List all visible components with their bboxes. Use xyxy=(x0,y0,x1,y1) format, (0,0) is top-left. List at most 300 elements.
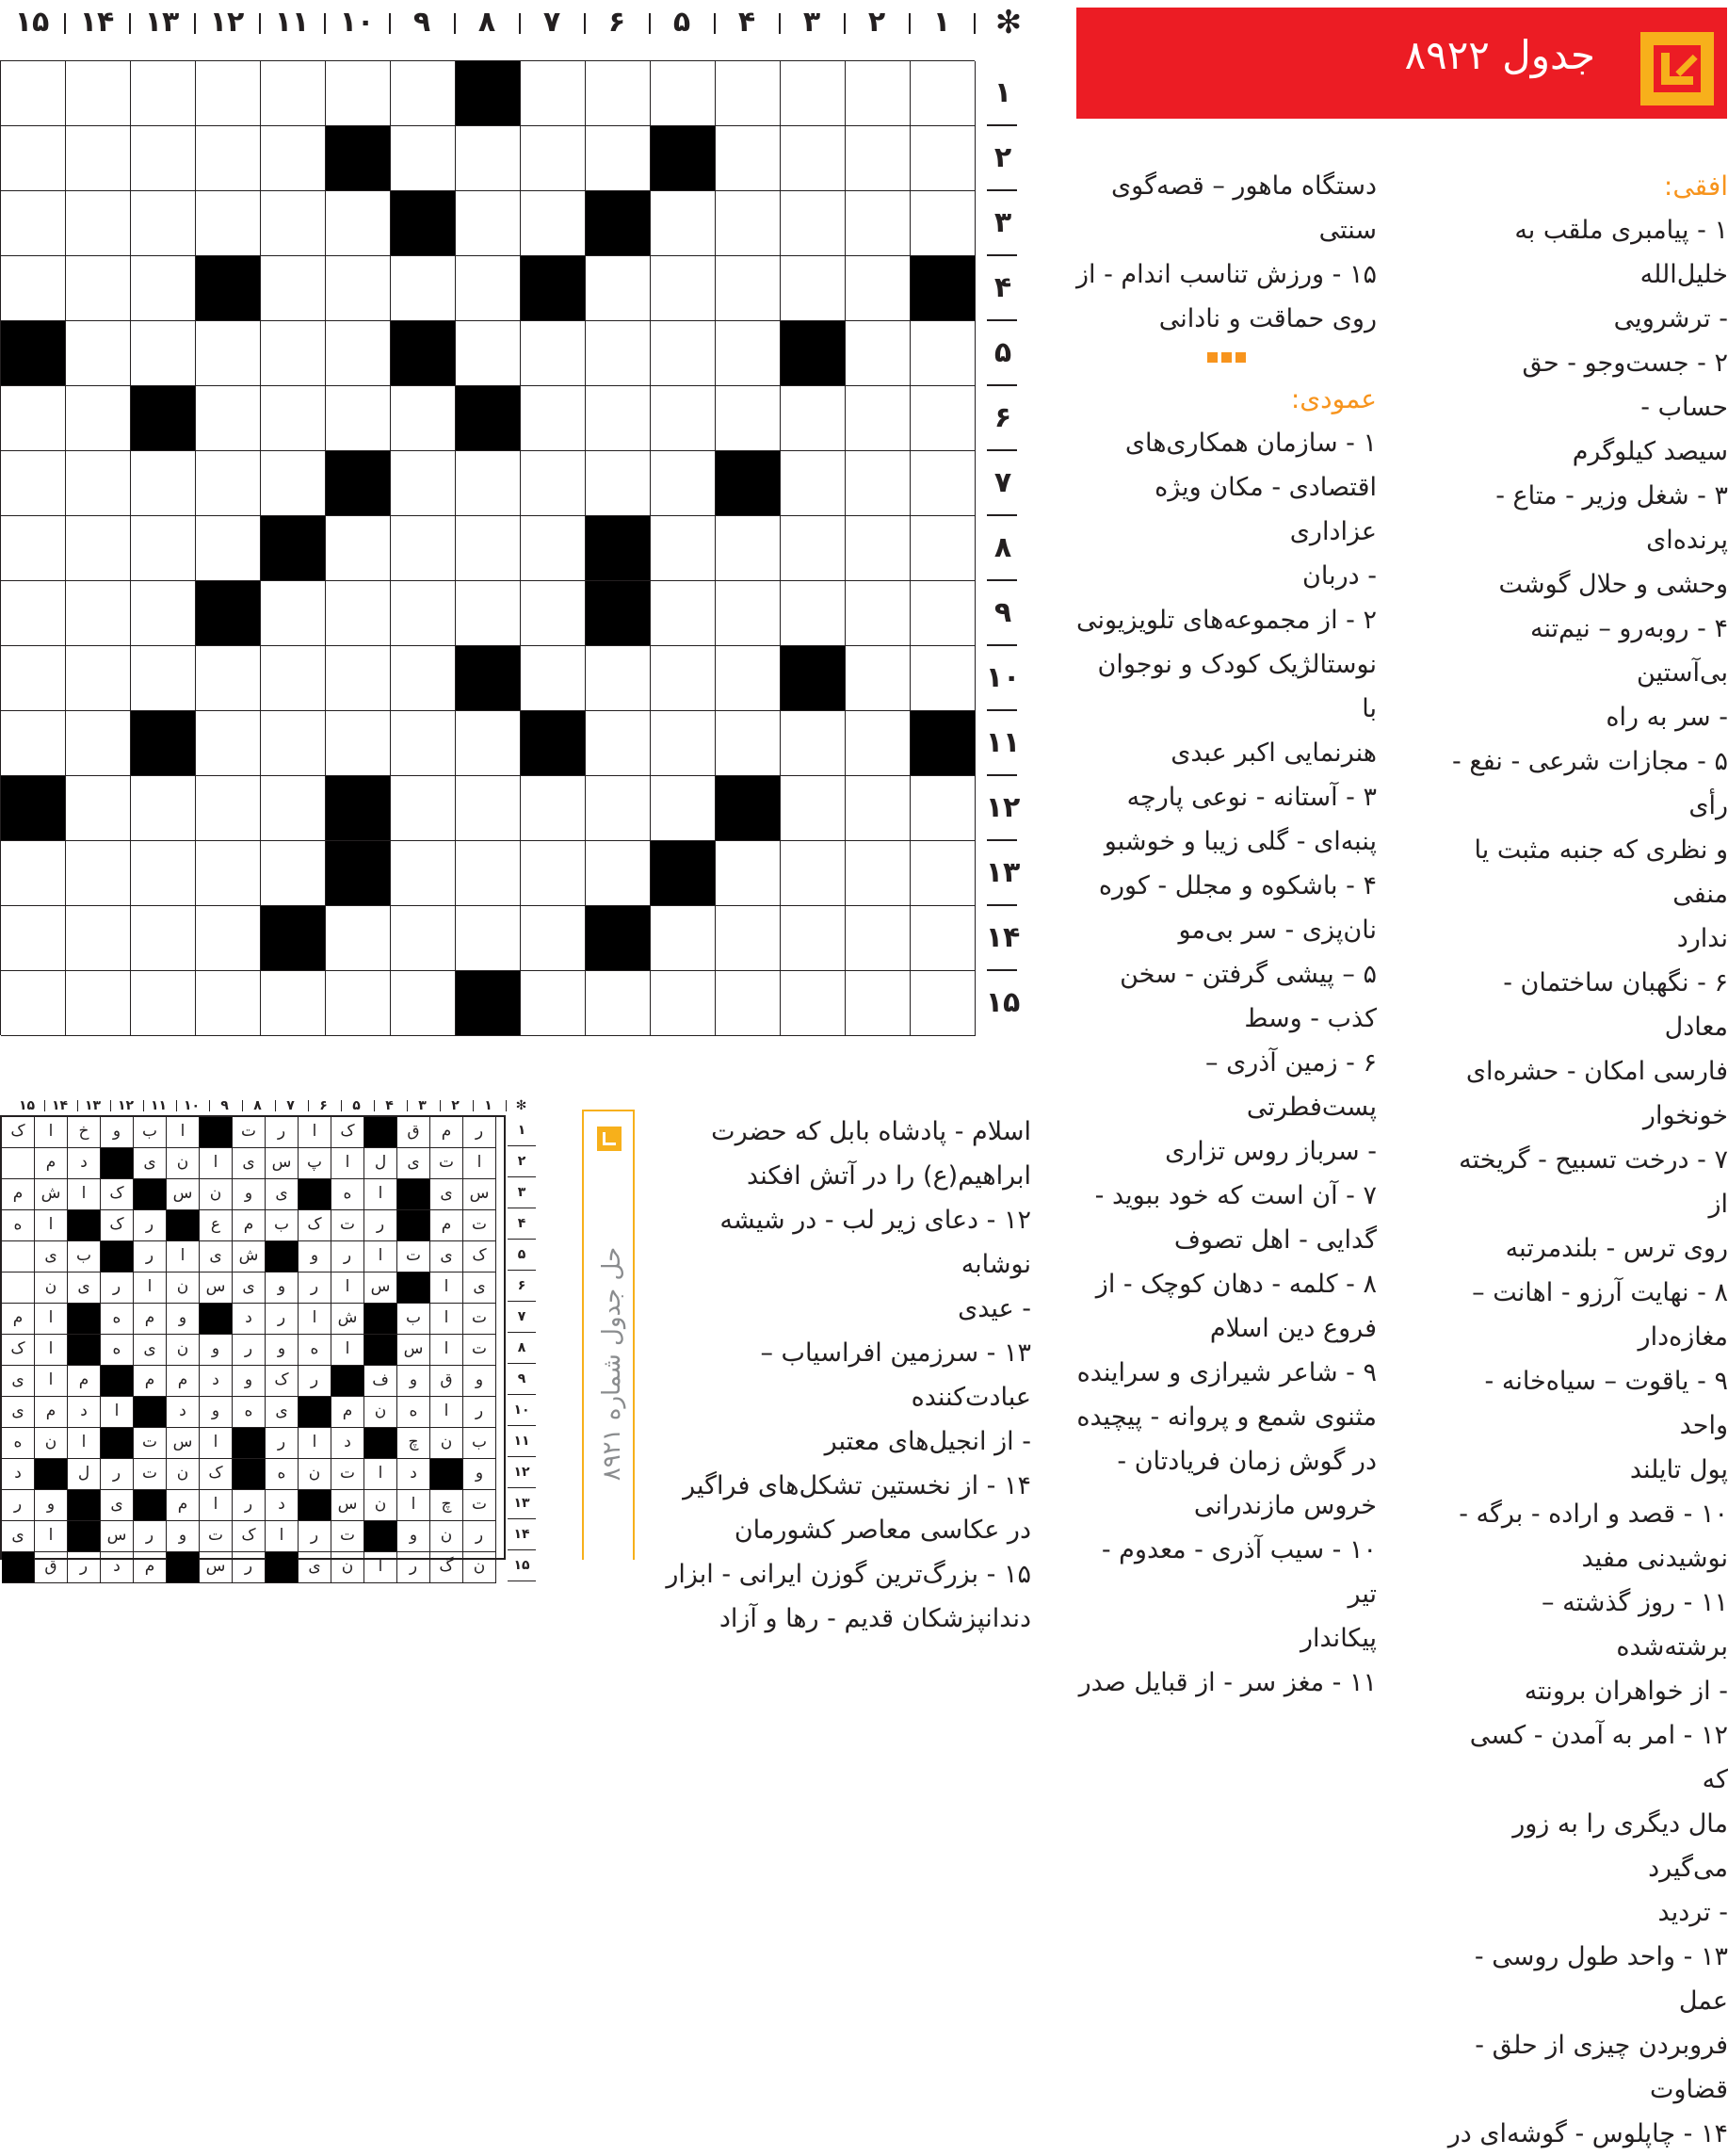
row-separator xyxy=(987,449,1017,451)
grid-cell[interactable] xyxy=(261,581,326,646)
grid-cell[interactable] xyxy=(586,776,651,841)
grid-cell[interactable] xyxy=(521,321,586,386)
solution-cell: س xyxy=(364,1273,397,1304)
grid-cell[interactable] xyxy=(651,906,716,971)
grid-cell[interactable] xyxy=(651,61,716,126)
grid-cell[interactable] xyxy=(131,646,196,711)
black-cell xyxy=(196,581,261,646)
grid-cell[interactable] xyxy=(521,906,586,971)
grid-cell[interactable] xyxy=(1,191,66,256)
grid-cell[interactable] xyxy=(456,191,521,256)
solution-cell: ن xyxy=(299,1459,331,1490)
solution-cell: م xyxy=(134,1304,167,1335)
grid-cell[interactable] xyxy=(846,841,911,906)
grid-cell[interactable] xyxy=(846,321,911,386)
clue-line: فروبردن چیزی از حلق - قضاوت xyxy=(1475,2031,1728,2104)
clue-line: ۹ - یاقوت – سیاه‌خانه - واحد xyxy=(1484,1367,1728,1440)
grid-cell[interactable] xyxy=(1,971,66,1036)
solution-column-number: ۶ xyxy=(319,1098,328,1113)
grid-cell[interactable] xyxy=(911,126,976,191)
solution-cell: ن xyxy=(430,1521,463,1552)
grid-cell[interactable] xyxy=(911,321,976,386)
grid-cell[interactable] xyxy=(911,191,976,256)
row-number: ۱۴ xyxy=(985,921,1021,954)
solution-cell: ا xyxy=(299,1117,331,1148)
solution-cell: ت xyxy=(331,1210,364,1241)
row-separator xyxy=(987,644,1017,646)
grid-cell[interactable] xyxy=(846,256,911,321)
grid-cell[interactable] xyxy=(196,906,261,971)
grid-cell[interactable] xyxy=(781,581,846,646)
grid-cell[interactable] xyxy=(261,191,326,256)
row-separator xyxy=(987,839,1017,841)
clue-line: روی ترس - بلندمرتبه xyxy=(1505,1234,1728,1263)
grid-cell[interactable] xyxy=(66,646,131,711)
grid-cell[interactable] xyxy=(911,451,976,516)
solution-cell: ه xyxy=(101,1304,134,1335)
grid-cell[interactable] xyxy=(66,906,131,971)
grid-cell[interactable] xyxy=(1,581,66,646)
grid-cell[interactable] xyxy=(456,841,521,906)
clue-line: نان‌پزی - سر بی‌مو xyxy=(1178,916,1377,945)
grid-cell[interactable] xyxy=(586,126,651,191)
grid-cell[interactable] xyxy=(391,711,456,776)
grid-cell[interactable] xyxy=(1,126,66,191)
column-separator xyxy=(389,13,391,34)
solution-black-cell xyxy=(397,1210,430,1241)
grid-cell[interactable] xyxy=(521,61,586,126)
grid-cell[interactable] xyxy=(196,386,261,451)
grid-cell[interactable] xyxy=(911,971,976,1036)
grid-cell[interactable] xyxy=(651,451,716,516)
clue-line: ۶ - زمین آذری – پست‌فطرتی xyxy=(1205,1048,1377,1122)
grid-cell[interactable] xyxy=(911,906,976,971)
grid-cell[interactable] xyxy=(781,776,846,841)
clue-line: ۱۴ - چاپلوس - گوشه‌ای در xyxy=(1447,2119,1728,2148)
column-number: ۱۳ xyxy=(144,6,180,39)
grid-cell[interactable] xyxy=(781,256,846,321)
grid-cell[interactable] xyxy=(846,581,911,646)
clue-line: ۸ - نهایت آرزو - اهانت – xyxy=(1472,1278,1728,1307)
grid-cell[interactable] xyxy=(716,386,781,451)
clue-line: ۱۱ - روز گذشته – برشته‌شده xyxy=(1542,1588,1728,1662)
grid-cell[interactable] xyxy=(326,906,391,971)
grid-cell[interactable] xyxy=(911,776,976,841)
grid-cell[interactable] xyxy=(586,61,651,126)
solution-black-cell xyxy=(430,1459,463,1490)
solution-cell: ر xyxy=(266,1117,299,1148)
solution-cell: م xyxy=(2,1304,35,1335)
grid-cell[interactable] xyxy=(1,386,66,451)
solution-black-cell xyxy=(397,1179,430,1210)
black-cell xyxy=(586,906,651,971)
clue-line: مال دیگری را به زور می‌گیرد xyxy=(1512,1809,1728,1883)
grid-cell[interactable] xyxy=(391,841,456,906)
clue-line: ۲ - جست‌وجو - حق حساب - xyxy=(1522,349,1728,422)
grid-cell[interactable] xyxy=(911,386,976,451)
solution-cell: ا xyxy=(397,1490,430,1521)
grid-cell[interactable] xyxy=(521,776,586,841)
grid-cell[interactable] xyxy=(326,386,391,451)
grid-cell[interactable] xyxy=(1,841,66,906)
solution-cell: ی xyxy=(397,1148,430,1179)
grid-cell[interactable] xyxy=(66,971,131,1036)
grid-cell[interactable] xyxy=(716,646,781,711)
grid-cell[interactable] xyxy=(716,126,781,191)
solution-cell: ا xyxy=(35,1304,68,1335)
grid-cell[interactable] xyxy=(846,776,911,841)
grid-cell[interactable] xyxy=(66,191,131,256)
grid-cell[interactable] xyxy=(1,906,66,971)
solution-cell: ی xyxy=(200,1241,233,1273)
solution-star-marker: ✻ xyxy=(515,1098,527,1113)
solution-column-number: ۴ xyxy=(385,1098,394,1113)
grid-cell[interactable] xyxy=(261,126,326,191)
puzzle-title: جدول ۸۹۲۲ xyxy=(1404,32,1595,78)
solution-cell: ن xyxy=(364,1490,397,1521)
grid-cell[interactable] xyxy=(196,191,261,256)
solution-column-number: ۱۱ xyxy=(150,1098,168,1113)
grid-cell[interactable] xyxy=(781,451,846,516)
grid-cell[interactable] xyxy=(391,646,456,711)
grid-cell[interactable] xyxy=(911,61,976,126)
grid-cell[interactable] xyxy=(521,516,586,581)
solution-cell: ر xyxy=(233,1490,266,1521)
grid-cell[interactable] xyxy=(326,321,391,386)
grid-cell[interactable] xyxy=(781,61,846,126)
grid-cell[interactable] xyxy=(911,581,976,646)
grid-cell[interactable] xyxy=(586,321,651,386)
grid-cell[interactable] xyxy=(781,516,846,581)
grid-cell[interactable] xyxy=(716,711,781,776)
grid-cell[interactable] xyxy=(521,451,586,516)
grid-cell[interactable] xyxy=(781,386,846,451)
black-cell xyxy=(651,841,716,906)
grid-cell[interactable] xyxy=(131,841,196,906)
grid-cell[interactable] xyxy=(456,321,521,386)
grid-cell[interactable] xyxy=(586,711,651,776)
grid-cell[interactable] xyxy=(521,971,586,1036)
black-cell xyxy=(521,711,586,776)
grid-cell[interactable] xyxy=(391,776,456,841)
solution-cell: ا xyxy=(331,1273,364,1304)
solution-cell: ا xyxy=(134,1273,167,1304)
column-number: ۱۰ xyxy=(339,6,375,39)
grid-cell[interactable] xyxy=(651,386,716,451)
row-separator xyxy=(987,514,1017,516)
grid-cell[interactable] xyxy=(651,646,716,711)
grid-cell[interactable] xyxy=(391,971,456,1036)
black-cell xyxy=(261,516,326,581)
clue-line: ۱۴ - از نخستین تشکل‌های فراگیر xyxy=(683,1471,1031,1500)
solution-black-cell xyxy=(35,1459,68,1490)
grid-cell[interactable] xyxy=(66,126,131,191)
grid-cell[interactable] xyxy=(846,386,911,451)
grid-cell[interactable] xyxy=(456,256,521,321)
grid-cell[interactable] xyxy=(261,451,326,516)
grid-cell[interactable] xyxy=(261,386,326,451)
solution-cell: ب xyxy=(463,1428,496,1459)
solution-black-cell xyxy=(68,1521,101,1552)
grid-cell[interactable] xyxy=(781,906,846,971)
black-cell xyxy=(391,321,456,386)
grid-cell[interactable] xyxy=(196,451,261,516)
grid-cell[interactable] xyxy=(651,516,716,581)
grid-cell[interactable] xyxy=(456,776,521,841)
solution-cell: ر xyxy=(299,1366,331,1397)
solution-cell: ا xyxy=(463,1148,496,1179)
grid-cell[interactable] xyxy=(846,646,911,711)
grid-cell[interactable] xyxy=(261,61,326,126)
column-separator xyxy=(519,13,521,34)
grid-cell[interactable] xyxy=(456,906,521,971)
solution-cell: ق xyxy=(35,1552,68,1583)
vertical-clues-continued xyxy=(664,1110,1031,1633)
grid-cell[interactable] xyxy=(781,711,846,776)
grid-cell[interactable] xyxy=(131,126,196,191)
grid-cell[interactable] xyxy=(391,906,456,971)
grid-cell[interactable] xyxy=(846,516,911,581)
grid-cell[interactable] xyxy=(521,841,586,906)
solution-cell: ه xyxy=(2,1428,35,1459)
grid-cell[interactable] xyxy=(716,841,781,906)
clue-line: سنتی xyxy=(1318,216,1377,245)
grid-cell[interactable] xyxy=(716,906,781,971)
column-number: ۶ xyxy=(607,6,626,39)
grid-cell[interactable] xyxy=(716,971,781,1036)
grid-cell[interactable] xyxy=(326,711,391,776)
grid-cell[interactable] xyxy=(391,126,456,191)
grid-cell[interactable] xyxy=(131,776,196,841)
grid-cell[interactable] xyxy=(261,321,326,386)
grid-cell[interactable] xyxy=(911,841,976,906)
solution-cell: د xyxy=(233,1304,266,1335)
solution-cell: ا xyxy=(101,1397,134,1428)
grid-cell[interactable] xyxy=(391,386,456,451)
grid-cell[interactable] xyxy=(846,61,911,126)
grid-cell[interactable] xyxy=(521,386,586,451)
grid-cell[interactable] xyxy=(131,971,196,1036)
grid-cell[interactable] xyxy=(911,646,976,711)
solution-cell xyxy=(2,1273,35,1304)
grid-cell[interactable] xyxy=(781,971,846,1036)
grid-cell[interactable] xyxy=(66,581,131,646)
grid-cell[interactable] xyxy=(66,841,131,906)
grid-cell[interactable] xyxy=(261,711,326,776)
grid-cell[interactable] xyxy=(131,581,196,646)
solution-cell: د xyxy=(266,1490,299,1521)
grid-cell[interactable] xyxy=(846,711,911,776)
grid-cell[interactable] xyxy=(846,906,911,971)
grid-cell[interactable] xyxy=(131,321,196,386)
grid-cell[interactable] xyxy=(66,386,131,451)
grid-cell[interactable] xyxy=(911,516,976,581)
solution-cell: ا xyxy=(35,1335,68,1366)
solution-cell: س xyxy=(101,1521,134,1552)
grid-cell[interactable] xyxy=(846,971,911,1036)
grid-cell[interactable] xyxy=(1,451,66,516)
grid-cell[interactable] xyxy=(846,126,911,191)
solution-column-number: ۱۵ xyxy=(18,1098,36,1113)
solution-cell: ر xyxy=(364,1210,397,1241)
grid-cell[interactable] xyxy=(586,451,651,516)
solution-cell: ش xyxy=(331,1304,364,1335)
solution-cell: ت xyxy=(134,1459,167,1490)
grid-cell[interactable] xyxy=(586,841,651,906)
grid-cell[interactable] xyxy=(66,516,131,581)
grid-cell[interactable] xyxy=(131,451,196,516)
grid-cell[interactable] xyxy=(196,516,261,581)
grid-cell[interactable] xyxy=(651,321,716,386)
grid-cell[interactable] xyxy=(1,516,66,581)
grid-cell[interactable] xyxy=(131,256,196,321)
grid-cell[interactable] xyxy=(846,451,911,516)
grid-cell[interactable] xyxy=(196,321,261,386)
column-separator xyxy=(714,13,716,34)
grid-cell[interactable] xyxy=(651,256,716,321)
solution-cell: م xyxy=(2,1179,35,1210)
grid-cell[interactable] xyxy=(586,256,651,321)
solution-cell: س xyxy=(463,1179,496,1210)
grid-cell[interactable] xyxy=(456,711,521,776)
solution-cell: س xyxy=(167,1428,200,1459)
solution-cell: ب xyxy=(134,1117,167,1148)
grid-cell[interactable] xyxy=(261,646,326,711)
solution-black-cell xyxy=(167,1552,200,1583)
grid-cell[interactable] xyxy=(131,61,196,126)
grid-cell[interactable] xyxy=(1,711,66,776)
grid-cell[interactable] xyxy=(521,646,586,711)
grid-cell[interactable] xyxy=(196,646,261,711)
column-separator xyxy=(844,13,846,34)
grid-cell[interactable] xyxy=(846,191,911,256)
column-separator xyxy=(909,13,911,34)
grid-cell[interactable] xyxy=(131,516,196,581)
grid-cell[interactable] xyxy=(651,971,716,1036)
grid-cell[interactable] xyxy=(716,191,781,256)
grid-cell[interactable] xyxy=(716,61,781,126)
clue-line: ۸ - کلمه - دهان کوچک - از xyxy=(1095,1270,1377,1299)
grid-cell[interactable] xyxy=(781,191,846,256)
solution-row-number: ۴ xyxy=(508,1208,536,1240)
solution-cell: و xyxy=(167,1304,200,1335)
grid-cell[interactable] xyxy=(781,841,846,906)
grid-cell[interactable] xyxy=(651,581,716,646)
grid-cell[interactable] xyxy=(456,126,521,191)
solution-black-cell xyxy=(397,1273,430,1304)
grid-cell[interactable] xyxy=(66,256,131,321)
grid-cell[interactable] xyxy=(66,321,131,386)
grid-cell[interactable] xyxy=(66,61,131,126)
grid-cell[interactable] xyxy=(261,256,326,321)
grid-cell[interactable] xyxy=(261,776,326,841)
clue-line: - تردید xyxy=(1657,1898,1728,1927)
grid-cell[interactable] xyxy=(326,971,391,1036)
grid-cell[interactable] xyxy=(196,711,261,776)
grid-cell[interactable] xyxy=(391,581,456,646)
grid-cell[interactable] xyxy=(391,516,456,581)
grid-cell[interactable] xyxy=(391,61,456,126)
clue-line: ۱۰ - قصد و اراده - برگه - xyxy=(1459,1499,1728,1529)
grid-cell[interactable] xyxy=(196,776,261,841)
grid-cell[interactable] xyxy=(716,321,781,386)
grid-cell[interactable] xyxy=(651,191,716,256)
grid-cell[interactable] xyxy=(781,126,846,191)
grid-cell[interactable] xyxy=(456,451,521,516)
clue-line: مثنوی شمع و پروانه - پیچیده xyxy=(1076,1402,1377,1432)
clue-line: فروع دین اسلام xyxy=(1209,1314,1377,1343)
solution-column-number: ۱۴ xyxy=(51,1098,69,1113)
grid-cell[interactable] xyxy=(196,841,261,906)
solution-cell xyxy=(2,1148,35,1179)
grid-cell[interactable] xyxy=(326,191,391,256)
grid-cell[interactable] xyxy=(586,646,651,711)
row-number: ۱۰ xyxy=(985,661,1021,694)
grid-cell[interactable] xyxy=(66,451,131,516)
grid-cell[interactable] xyxy=(716,256,781,321)
row-separator xyxy=(987,969,1017,971)
solution-grid xyxy=(0,1115,506,1576)
grid-cell[interactable] xyxy=(521,191,586,256)
grid-cell[interactable] xyxy=(1,61,66,126)
grid-cell[interactable] xyxy=(456,581,521,646)
clue-line: نوشیدنی مفید xyxy=(1581,1544,1728,1573)
grid-cell[interactable] xyxy=(651,776,716,841)
grid-cell[interactable] xyxy=(131,191,196,256)
grid-cell[interactable] xyxy=(1,646,66,711)
grid-cell[interactable] xyxy=(586,386,651,451)
grid-cell[interactable] xyxy=(261,971,326,1036)
column-number: ۵ xyxy=(672,6,691,39)
grid-cell[interactable] xyxy=(716,581,781,646)
clue-line: ۷ - آن است که خود ببوید - xyxy=(1094,1181,1377,1210)
grid-cell[interactable] xyxy=(391,256,456,321)
solution-black-cell xyxy=(364,1304,397,1335)
grid-cell[interactable] xyxy=(586,971,651,1036)
grid-cell[interactable] xyxy=(716,516,781,581)
grid-cell[interactable] xyxy=(326,581,391,646)
grid-cell[interactable] xyxy=(521,581,586,646)
grid-cell[interactable] xyxy=(651,711,716,776)
grid-cell[interactable] xyxy=(196,126,261,191)
solution-cell: س xyxy=(200,1552,233,1583)
grid-cell[interactable] xyxy=(326,256,391,321)
grid-cell[interactable] xyxy=(196,61,261,126)
grid-cell[interactable] xyxy=(391,451,456,516)
grid-cell[interactable] xyxy=(326,516,391,581)
grid-cell[interactable] xyxy=(131,906,196,971)
solution-cell: و xyxy=(200,1335,233,1366)
grid-cell[interactable] xyxy=(66,711,131,776)
grid-cell[interactable] xyxy=(456,516,521,581)
solution-row-number: ۱۵ xyxy=(508,1550,536,1581)
solution-cell: ا xyxy=(364,1552,397,1583)
solution-black-cell xyxy=(266,1241,299,1273)
clue-line: مغازه‌دار xyxy=(1638,1322,1728,1352)
grid-cell[interactable] xyxy=(1,256,66,321)
grid-cell[interactable] xyxy=(326,61,391,126)
grid-cell[interactable] xyxy=(326,646,391,711)
solution-cell: ع xyxy=(200,1210,233,1241)
grid-cell[interactable] xyxy=(521,126,586,191)
grid-cell[interactable] xyxy=(66,776,131,841)
solution-cell: و xyxy=(266,1273,299,1304)
grid-cell[interactable] xyxy=(196,971,261,1036)
black-cell xyxy=(716,776,781,841)
column-separator xyxy=(64,13,66,34)
grid-cell[interactable] xyxy=(261,841,326,906)
black-cell xyxy=(781,646,846,711)
